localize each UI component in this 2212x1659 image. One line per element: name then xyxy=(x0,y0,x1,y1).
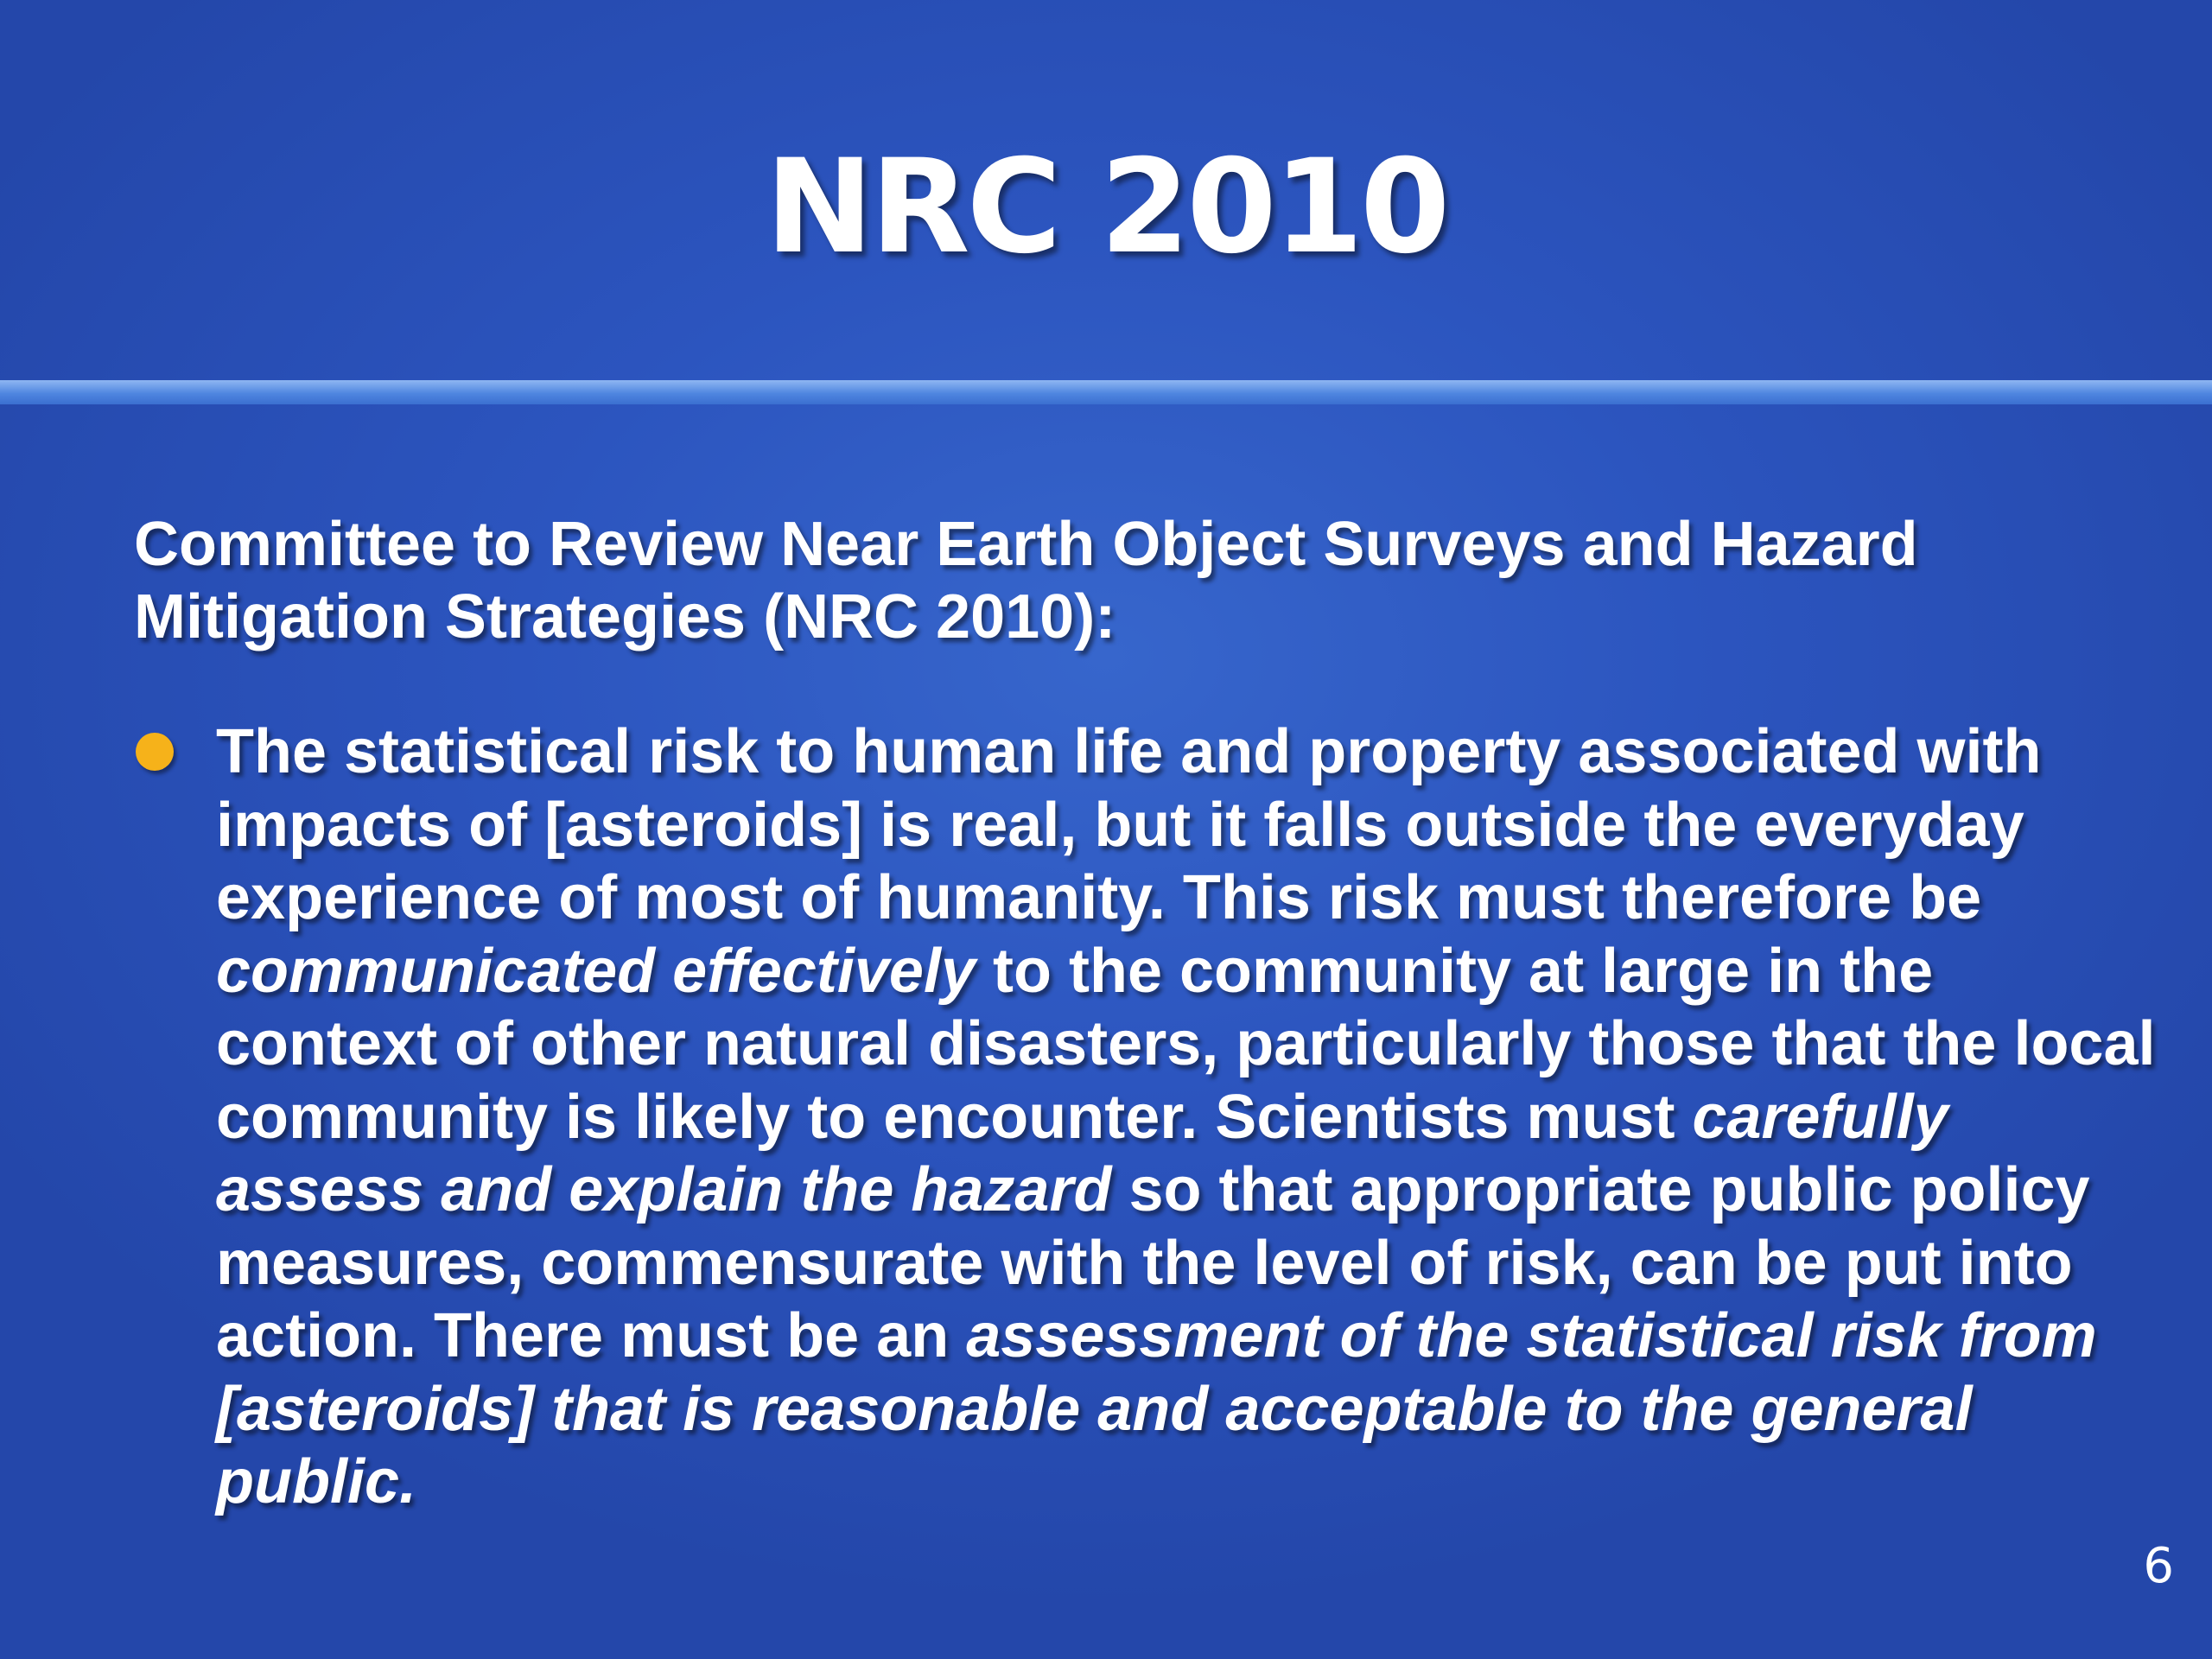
slide-number: 6 xyxy=(2143,1538,2174,1594)
bullet-emphasis-1: communicated effectively xyxy=(216,936,976,1006)
intro-text: Committee to Review Near Earth Object Surveys and Hazard Mitigation Strategies (NRC 2010): xyxy=(134,510,1918,652)
bullet-emphasis-3: assessment of the statistical risk from [asteroids] that is reasonable and acceptable to the general public. xyxy=(216,1301,2097,1516)
bullet-item xyxy=(134,715,2156,1519)
bullet-emphasis-2: carefully assess and explain the hazard xyxy=(216,1082,1948,1224)
bullet-list xyxy=(134,715,2156,1519)
title-divider xyxy=(0,380,2212,404)
bullet-text xyxy=(216,717,2156,1516)
bullet-text-segment-1: The statistical risk to human life and property associated with impacts of [asteroids] is real, but it falls outside the everyday experience of most of humanity. This risk must therefore be xyxy=(216,717,2042,932)
bullet-text-segment-2: to the community at large in the context of other natural disasters, particularly those that the local community is likely to encounter. Scientists must xyxy=(216,936,2156,1152)
bullet-dot-icon xyxy=(136,733,174,771)
slide-title: NRC 2010 xyxy=(765,132,1447,283)
bullet-text-segment-3: so that appropriate public policy measures, commensurate with the level of risk, can be put into action. There must be an xyxy=(216,1155,2090,1370)
